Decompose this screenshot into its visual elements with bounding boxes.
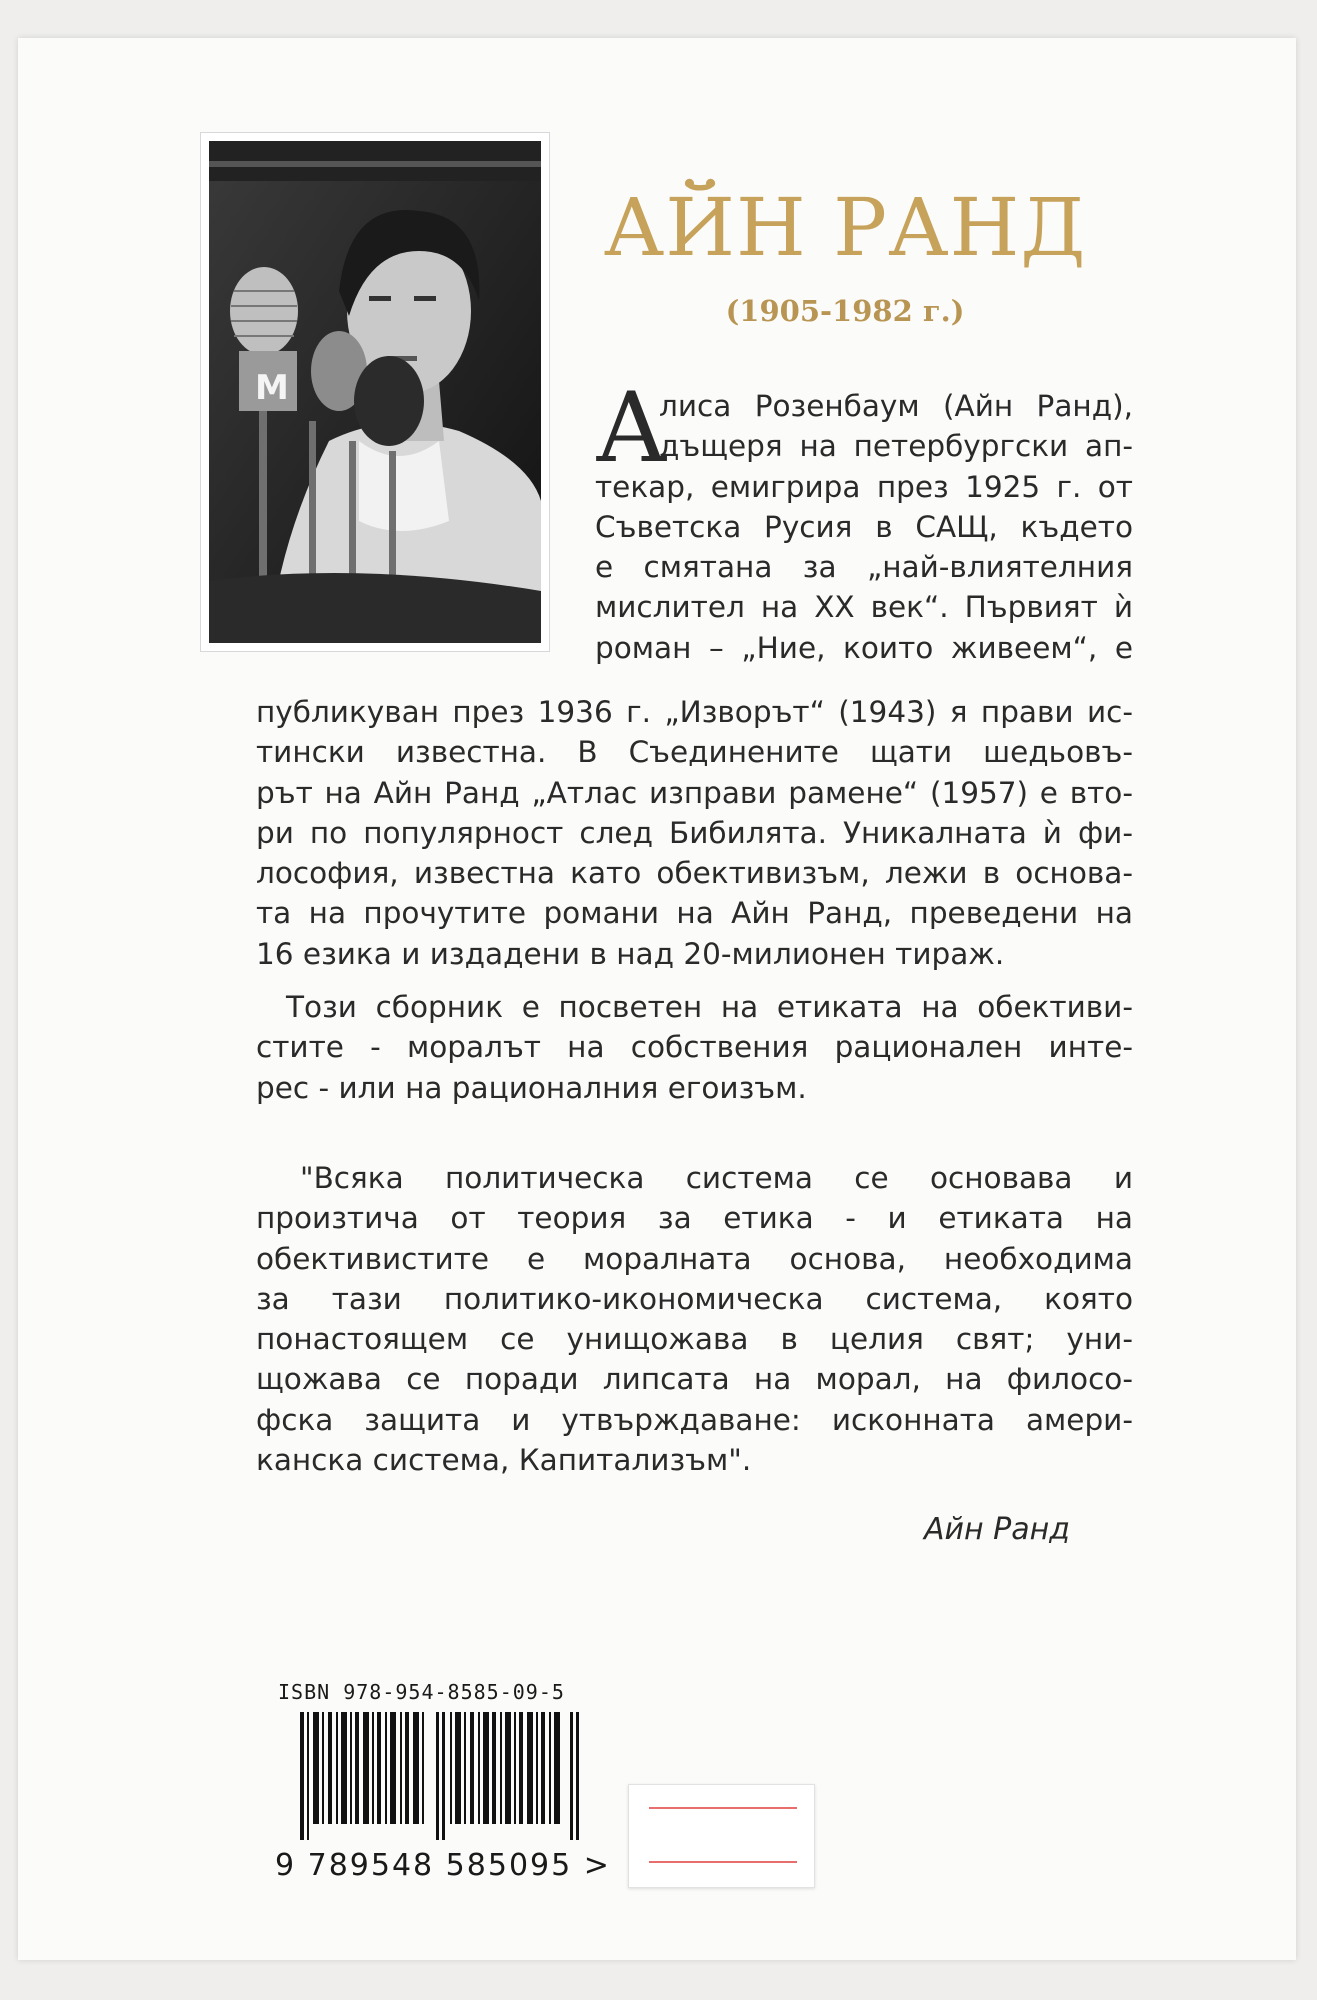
bio-dropcap: А xyxy=(595,372,668,484)
quote-line: обективистите е моралната основа, необходима xyxy=(256,1241,1133,1276)
bio-line: роман – „Ние, които живеем“, е xyxy=(595,630,1133,665)
quote-line: за тази политико-икономическа система, която xyxy=(256,1281,1133,1316)
quote-line: фска защита и утвърждаване: исконната амери- xyxy=(256,1402,1133,1437)
quote-line: понастоящем се унищожава в целия свят; уни- xyxy=(256,1322,1133,1357)
bio-line: дъщеря на петербургски ап- xyxy=(659,429,1133,464)
bio-line: лиса Розенбаум (Айн Ранд), xyxy=(659,389,1133,423)
collection-description xyxy=(256,987,1133,1108)
price-sticker xyxy=(628,1784,815,1888)
author-photo-image xyxy=(209,141,541,643)
bio-line: ри по популярност след Бибилята. Уникалната ѝ фи- xyxy=(256,815,1133,850)
author-years: (1905-1982 г.) xyxy=(725,294,965,328)
bio-line: е смятана за „най-влиятелния xyxy=(595,550,1133,585)
price-sticker-stripe xyxy=(649,1861,797,1863)
description-line: стите - моралът на собствения рационален инте- xyxy=(256,1030,1133,1065)
description-line: Този сборник е посветен на етиката на обективи- xyxy=(286,990,1133,1024)
author-photo xyxy=(200,132,550,652)
bio-line: та на прочутите романи на Айн Ранд, преведени на xyxy=(256,896,1133,931)
bio-paragraph-wide xyxy=(256,692,1133,974)
quote-line: произтича от теория за етика - и етиката на xyxy=(256,1201,1133,1236)
isbn-label: ISBN 978-954-8585-09-5 xyxy=(278,1680,565,1704)
bio-line: публикуван през 1936 г. „Изворът“ (1943) я прави ис- xyxy=(256,695,1133,729)
bio-line: текар, емигрира през 1925 г. от xyxy=(595,469,1133,504)
quote-line: канска система, Капитализъм". xyxy=(256,1443,752,1478)
bio-line: тински известна. В Съединените щати шедьовъ- xyxy=(256,735,1133,770)
author-name-title: АЙН РАНД xyxy=(603,181,1087,274)
bio-line: лософия, известна като обективизъм, лежи в основа- xyxy=(256,856,1133,891)
author-quote xyxy=(256,1158,1133,1480)
barcode-digits: 9 789548 585095 > xyxy=(275,1848,611,1883)
quote-line: "Всяка политическа система се основава и xyxy=(300,1161,1133,1195)
quote-line: щожава се поради липсата на морал, на филосо- xyxy=(256,1362,1133,1397)
price-sticker-stripe xyxy=(649,1807,797,1809)
barcode xyxy=(300,1712,590,1840)
svg-text:M: M xyxy=(255,368,289,408)
description-line: рес - или на рационалния егоизъм. xyxy=(256,1070,807,1105)
bio-line: 16 езика и издадени в над 20-милионен тираж. xyxy=(256,936,1005,971)
bio-line: Съветска Русия в САЩ, където xyxy=(595,509,1133,544)
bio-line: рът на Айн Ранд „Атлас изправи рамене“ (1957) е вто- xyxy=(256,775,1133,810)
quote-author: Айн Ранд xyxy=(923,1512,1070,1547)
bio-paragraph-narrow xyxy=(595,386,1133,668)
bio-line: мислител на ХХ век“. Първият ѝ xyxy=(595,590,1133,625)
